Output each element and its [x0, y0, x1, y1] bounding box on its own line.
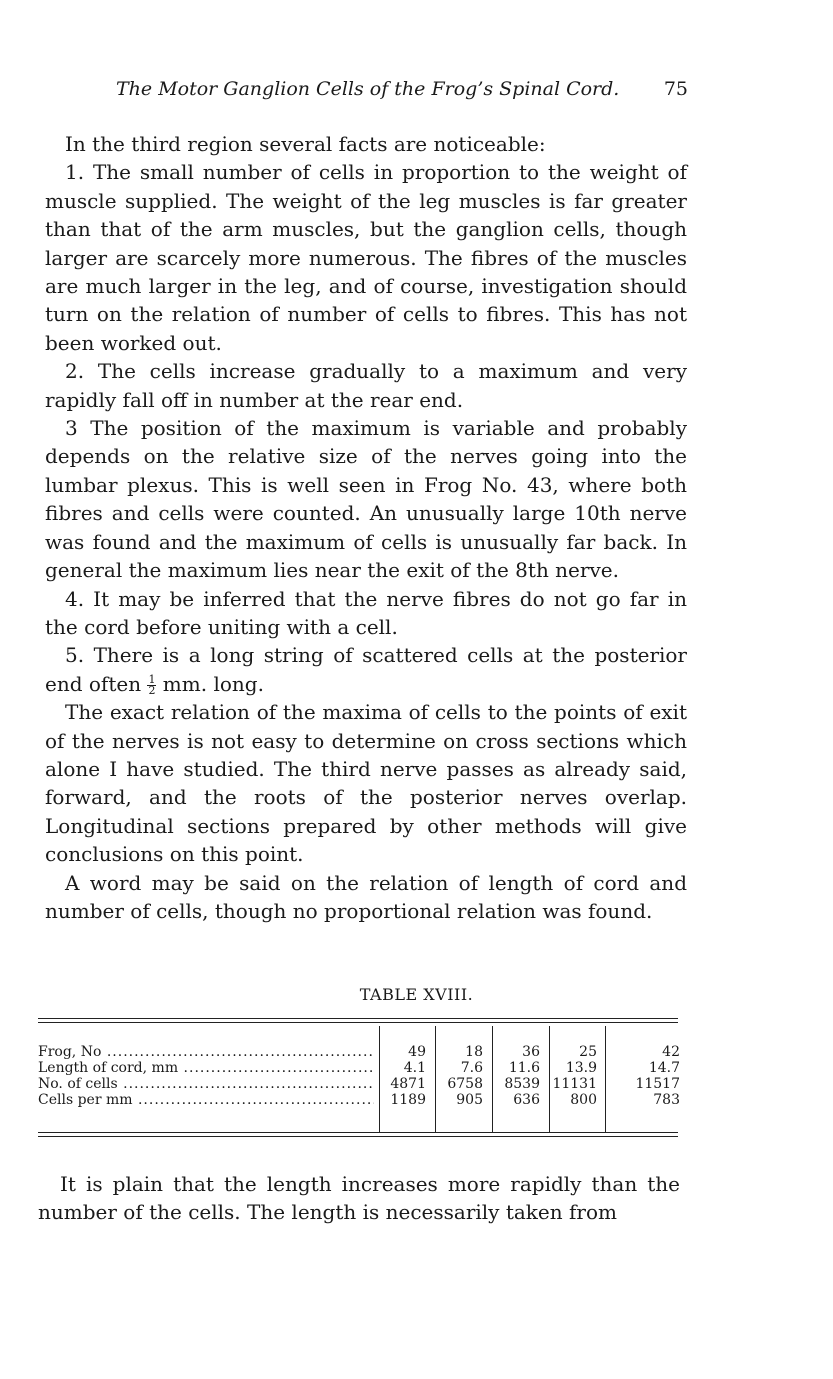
- fraction-denominator: 2: [148, 683, 156, 697]
- table-cell: 783: [653, 1092, 680, 1108]
- table-top-rule-inner: [38, 1022, 678, 1023]
- table-row: [38, 1044, 678, 1060]
- table-cell: 11131: [552, 1076, 597, 1092]
- table-cell: 4.1: [403, 1060, 426, 1076]
- paragraph-5: [45, 641, 687, 698]
- row-label: Length of cord, mm .....: [38, 1060, 374, 1076]
- table-cell: 11517: [635, 1076, 680, 1092]
- paragraph: 4. It may be inferred that the nerve fibres do not go far in the cord before uniting with a cell.: [45, 586, 687, 639]
- table-cell: 6758: [447, 1076, 483, 1092]
- table-cell: 7.6: [460, 1060, 483, 1076]
- closing-text: [38, 1170, 680, 1227]
- table-cell: 49: [408, 1044, 426, 1060]
- table-cell: 800: [570, 1092, 597, 1108]
- table-row: [38, 1092, 678, 1108]
- fraction-numerator: 1: [148, 672, 156, 686]
- table-cell: 18: [465, 1044, 483, 1060]
- table-bottom-rule: [38, 1132, 678, 1133]
- body-text: [45, 130, 687, 925]
- table-cell: 11.6: [508, 1060, 540, 1076]
- table-cell: 8539: [504, 1076, 540, 1092]
- table-cell: 25: [579, 1044, 597, 1060]
- row-label: Frog, No .....: [38, 1044, 374, 1060]
- row-label: Cells per mm .....: [38, 1092, 374, 1108]
- paragraph: It is plain that the length increases more rapidly than the number of the cells. The length is necessarily taken from: [38, 1172, 680, 1225]
- paragraph-5-text-end: mm. long.: [162, 671, 264, 696]
- paragraph: 1. The small number of cells in proportion to the weight of muscle supplied. The weight of the leg muscles is far greater than that of the arm muscles, but the ganglion cells, though larger are scarcely more numerous. The fibres of the muscles are much larger in the leg, and of course, investigation should turn on the relation of number of cells to fibres. This has not been worked out.: [45, 160, 687, 355]
- data-table: [38, 1018, 678, 1142]
- table-cell: 636: [513, 1092, 540, 1108]
- running-head: [116, 78, 688, 100]
- table-bottom-rule-inner: [38, 1136, 678, 1137]
- table-cell: 14.7: [648, 1060, 680, 1076]
- paragraph-5-text: 5. There is a long string of scattered cells at the posterior end often: [45, 643, 687, 696]
- row-label: No. of cells .....: [38, 1076, 374, 1092]
- table-cell: 1189: [390, 1092, 426, 1108]
- table-row: [38, 1060, 678, 1076]
- page-number: 75: [663, 78, 688, 100]
- fraction-half: [147, 672, 156, 697]
- table-cell: 4871: [390, 1076, 426, 1092]
- table-top-rule: [38, 1018, 678, 1019]
- paragraph: A word may be said on the relation of length of cord and number of cells, though no proportional relation was found.: [45, 870, 687, 923]
- table-cell: 13.9: [565, 1060, 597, 1076]
- table-cell: 36: [522, 1044, 540, 1060]
- paragraph: In the third region several facts are noticeable:: [65, 132, 546, 156]
- paragraph: 2. The cells increase gradually to a maximum and very rapidly fall off in number at the rear end.: [45, 359, 687, 412]
- table-cell: 42: [662, 1044, 680, 1060]
- paragraph: 3 The position of the maximum is variable and probably depends on the relative size of the nerves going into the lumbar plexus. This is well seen in Frog No. 43, where both fibres and cells were counted. An unusually large 10th nerve was found and the maximum of cells is unusually far back. In general the maximum lies near the exit of the 8th nerve.: [45, 416, 687, 583]
- table-title: TABLE XVIII.: [359, 985, 474, 1004]
- running-head-title: The Motor Ganglion Cells of the Frog’s Spinal Cord.: [116, 78, 620, 100]
- table-cell: 905: [456, 1092, 483, 1108]
- paragraph: The exact relation of the maxima of cells to the points of exit of the nerves is not easy to determine on cross sections which alone I have studied. The third nerve passes as already said, forward, and the roots of the posterior nerves overlap. Longitudinal sections prepared by other methods will give conclusions on this point.: [45, 700, 687, 867]
- table-row: [38, 1076, 678, 1092]
